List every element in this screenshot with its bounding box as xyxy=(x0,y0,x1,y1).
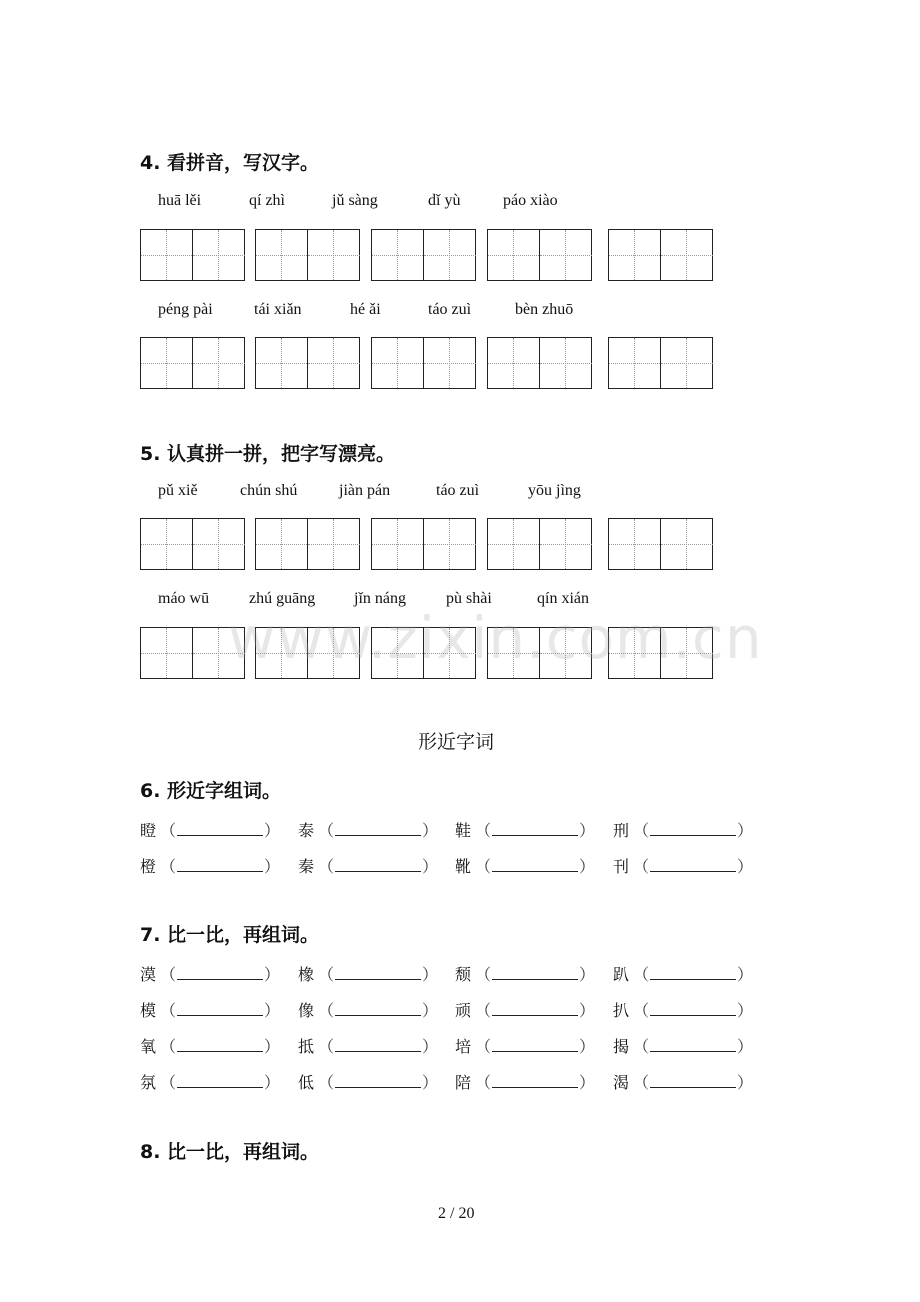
word-row xyxy=(140,1034,754,1058)
guide-line xyxy=(141,255,192,256)
open-paren: （ xyxy=(160,1037,177,1056)
character: 橙 xyxy=(140,857,157,876)
answer-blank[interactable] xyxy=(335,1001,421,1016)
guide-line xyxy=(141,544,192,545)
character: 靴 xyxy=(455,857,472,876)
close-paren: ） xyxy=(422,1001,439,1020)
close-paren: ） xyxy=(737,1001,754,1020)
watermark: www.zixin.com.cn xyxy=(228,604,763,672)
pinyin-label: chún shú xyxy=(240,482,298,499)
word-item xyxy=(140,1034,280,1057)
guide-line xyxy=(540,255,592,256)
open-paren: （ xyxy=(633,1073,650,1092)
guide-line xyxy=(661,363,713,364)
close-paren: ） xyxy=(737,821,754,840)
tianzige-cell[interactable] xyxy=(372,230,424,280)
answer-blank[interactable] xyxy=(177,1037,263,1052)
tianzige-box[interactable] xyxy=(255,337,360,389)
open-paren: （ xyxy=(160,1001,177,1020)
tianzige-box[interactable] xyxy=(255,518,360,570)
word-item xyxy=(140,998,280,1021)
tianzige-box[interactable] xyxy=(608,337,713,389)
tianzige-box[interactable] xyxy=(608,229,713,281)
character: 氧 xyxy=(140,1037,157,1056)
tianzige-box[interactable] xyxy=(487,518,592,570)
word-item xyxy=(298,1034,438,1057)
tianzige-box[interactable] xyxy=(140,337,245,389)
answer-blank[interactable] xyxy=(650,1073,736,1088)
answer-blank[interactable] xyxy=(492,821,578,836)
tianzige-cell[interactable] xyxy=(488,519,540,569)
tianzige-cell[interactable] xyxy=(609,230,661,280)
character: 趴 xyxy=(613,965,630,984)
tianzige-box[interactable] xyxy=(487,229,592,281)
pinyin-label: máo wū xyxy=(158,590,210,607)
word-row xyxy=(140,854,754,878)
page-number: 2 / 20 xyxy=(438,1205,475,1222)
guide-line xyxy=(424,363,476,364)
answer-blank[interactable] xyxy=(177,1073,263,1088)
close-paren: ） xyxy=(422,965,439,984)
character: 刊 xyxy=(613,857,630,876)
question-6-title: 6. 形近字组词。 xyxy=(140,780,282,802)
tianzige-cell[interactable] xyxy=(141,628,193,678)
word-item xyxy=(613,818,753,841)
word-item xyxy=(455,818,595,841)
character: 颓 xyxy=(455,965,472,984)
question-8-title: 8. 比一比，再组词。 xyxy=(140,1141,320,1163)
close-paren: ） xyxy=(264,857,281,876)
q4-writing-grid-row-2[interactable] xyxy=(140,337,720,391)
word-item xyxy=(613,998,753,1021)
tianzige-cell[interactable] xyxy=(256,519,308,569)
answer-blank[interactable] xyxy=(650,821,736,836)
character: 揭 xyxy=(613,1037,630,1056)
answer-blank[interactable] xyxy=(492,1001,578,1016)
close-paren: ） xyxy=(264,1001,281,1020)
answer-blank[interactable] xyxy=(492,1037,578,1052)
close-paren: ） xyxy=(737,857,754,876)
tianzige-cell[interactable] xyxy=(141,519,193,569)
guide-line xyxy=(488,544,539,545)
close-paren: ） xyxy=(422,857,439,876)
pinyin-label: qí zhì xyxy=(249,192,285,209)
answer-blank[interactable] xyxy=(335,965,421,980)
tianzige-cell[interactable] xyxy=(424,338,476,388)
answer-blank[interactable] xyxy=(335,1073,421,1088)
word-item xyxy=(298,854,438,877)
character: 刑 xyxy=(613,821,630,840)
pinyin-label: qín xián xyxy=(537,590,589,607)
guide-line xyxy=(609,255,660,256)
guide-line xyxy=(372,544,423,545)
close-paren: ） xyxy=(737,965,754,984)
pinyin-label: huā lěi xyxy=(158,192,202,209)
character: 模 xyxy=(140,1001,157,1020)
word-item xyxy=(140,818,280,841)
word-item xyxy=(455,1034,595,1057)
character: 扒 xyxy=(613,1001,630,1020)
pinyin-label: táo zuì xyxy=(428,301,472,318)
word-item xyxy=(455,998,595,1021)
open-paren: （ xyxy=(318,1037,335,1056)
close-paren: ） xyxy=(264,821,281,840)
tianzige-cell[interactable] xyxy=(141,230,193,280)
tianzige-box[interactable] xyxy=(608,518,713,570)
pinyin-label: jiàn pán xyxy=(339,482,391,499)
close-paren: ） xyxy=(579,821,596,840)
guide-line xyxy=(193,363,245,364)
pinyin-label: tái xiǎn xyxy=(254,301,302,318)
open-paren: （ xyxy=(633,1001,650,1020)
open-paren: （ xyxy=(475,821,492,840)
guide-line xyxy=(256,544,307,545)
tianzige-cell[interactable] xyxy=(256,338,308,388)
guide-line xyxy=(488,255,539,256)
answer-blank[interactable] xyxy=(492,1073,578,1088)
word-row xyxy=(140,998,754,1022)
guide-line xyxy=(424,255,476,256)
open-paren: （ xyxy=(160,821,177,840)
word-row xyxy=(140,962,754,986)
open-paren: （ xyxy=(475,1001,492,1020)
guide-line xyxy=(141,363,192,364)
tianzige-cell[interactable] xyxy=(609,519,661,569)
tianzige-cell[interactable] xyxy=(540,338,592,388)
tianzige-box[interactable] xyxy=(371,337,476,389)
tianzige-cell[interactable] xyxy=(141,338,193,388)
close-paren: ） xyxy=(579,965,596,984)
word-item xyxy=(455,854,595,877)
guide-line xyxy=(256,363,307,364)
answer-blank[interactable] xyxy=(650,1037,736,1052)
open-paren: （ xyxy=(475,965,492,984)
open-paren: （ xyxy=(633,821,650,840)
word-row xyxy=(140,818,754,842)
guide-line xyxy=(141,653,192,654)
open-paren: （ xyxy=(160,965,177,984)
pinyin-label: pù shài xyxy=(446,590,492,607)
word-item xyxy=(298,998,438,1021)
open-paren: （ xyxy=(475,1073,492,1092)
character: 像 xyxy=(298,1001,315,1020)
tianzige-cell[interactable] xyxy=(540,230,592,280)
word-item xyxy=(140,1070,280,1093)
tianzige-cell[interactable] xyxy=(488,338,540,388)
open-paren: （ xyxy=(475,1037,492,1056)
character: 渴 xyxy=(613,1073,630,1092)
tianzige-cell[interactable] xyxy=(424,230,476,280)
close-paren: ） xyxy=(422,821,439,840)
close-paren: ） xyxy=(579,1037,596,1056)
tianzige-cell[interactable] xyxy=(661,338,713,388)
guide-line xyxy=(661,255,713,256)
tianzige-cell[interactable] xyxy=(661,230,713,280)
character: 培 xyxy=(455,1037,472,1056)
guide-line xyxy=(308,255,360,256)
word-item xyxy=(613,854,753,877)
q5-writing-grid-row-1[interactable] xyxy=(140,518,720,572)
close-paren: ） xyxy=(579,1001,596,1020)
open-paren: （ xyxy=(318,857,335,876)
tianzige-cell[interactable] xyxy=(193,230,245,280)
open-paren: （ xyxy=(318,1001,335,1020)
pinyin-label: dǐ yù xyxy=(428,192,461,209)
answer-blank[interactable] xyxy=(177,821,263,836)
answer-blank[interactable] xyxy=(492,857,578,872)
answer-blank[interactable] xyxy=(492,965,578,980)
answer-blank[interactable] xyxy=(650,857,736,872)
q4-pinyin-row-2 xyxy=(0,301,920,323)
character: 鞋 xyxy=(455,821,472,840)
q4-writing-grid-row-1[interactable] xyxy=(140,229,720,283)
character: 抵 xyxy=(298,1037,315,1056)
open-paren: （ xyxy=(318,821,335,840)
answer-blank[interactable] xyxy=(177,965,263,980)
section-heading: 形近字词 xyxy=(418,731,495,753)
guide-line xyxy=(193,255,245,256)
open-paren: （ xyxy=(318,1073,335,1092)
close-paren: ） xyxy=(737,1073,754,1092)
answer-blank[interactable] xyxy=(335,1037,421,1052)
guide-line xyxy=(308,544,360,545)
close-paren: ） xyxy=(579,857,596,876)
character: 漠 xyxy=(140,965,157,984)
open-paren: （ xyxy=(633,857,650,876)
tianzige-cell[interactable] xyxy=(308,519,360,569)
open-paren: （ xyxy=(160,1073,177,1092)
question-5-title: 5. 认真拼一拼，把字写漂亮。 xyxy=(140,443,396,465)
tianzige-cell[interactable] xyxy=(193,519,245,569)
pinyin-label: hé ǎi xyxy=(350,301,381,318)
pinyin-label: bèn zhuō xyxy=(515,301,574,318)
answer-blank[interactable] xyxy=(177,857,263,872)
tianzige-cell[interactable] xyxy=(193,338,245,388)
guide-line xyxy=(609,363,660,364)
close-paren: ） xyxy=(264,965,281,984)
guide-line xyxy=(540,363,592,364)
open-paren: （ xyxy=(633,965,650,984)
tianzige-cell[interactable] xyxy=(540,519,592,569)
close-paren: ） xyxy=(579,1073,596,1092)
close-paren: ） xyxy=(264,1037,281,1056)
pinyin-label: pǔ xiě xyxy=(158,482,198,499)
tianzige-box[interactable] xyxy=(140,229,245,281)
open-paren: （ xyxy=(475,857,492,876)
pinyin-label: jǐn náng xyxy=(354,590,406,607)
guide-line xyxy=(488,363,539,364)
word-item xyxy=(140,962,280,985)
close-paren: ） xyxy=(737,1037,754,1056)
pinyin-label: yōu jìng xyxy=(528,482,581,499)
guide-line xyxy=(661,544,713,545)
guide-line xyxy=(372,363,423,364)
q5-pinyin-row-1 xyxy=(0,482,920,504)
tianzige-box[interactable] xyxy=(371,518,476,570)
tianzige-cell[interactable] xyxy=(256,230,308,280)
character: 泰 xyxy=(298,821,315,840)
answer-blank[interactable] xyxy=(650,965,736,980)
pinyin-label: zhú guāng xyxy=(249,590,316,607)
answer-blank[interactable] xyxy=(650,1001,736,1016)
tianzige-cell[interactable] xyxy=(488,230,540,280)
guide-line xyxy=(424,544,476,545)
tianzige-box[interactable] xyxy=(140,518,245,570)
guide-line xyxy=(372,255,423,256)
guide-line xyxy=(308,363,360,364)
question-4-title: 4. 看拼音，写汉字。 xyxy=(140,152,320,174)
character: 低 xyxy=(298,1073,315,1092)
word-row xyxy=(140,1070,754,1094)
character: 橡 xyxy=(298,965,315,984)
tianzige-box[interactable] xyxy=(255,229,360,281)
q4-pinyin-row-1 xyxy=(0,192,920,214)
answer-blank[interactable] xyxy=(335,857,421,872)
pinyin-label: páo xiào xyxy=(503,192,558,209)
word-item xyxy=(613,1034,753,1057)
tianzige-cell[interactable] xyxy=(308,230,360,280)
pinyin-label: jǔ sàng xyxy=(332,192,378,209)
answer-blank[interactable] xyxy=(177,1001,263,1016)
pinyin-label: táo zuì xyxy=(436,482,480,499)
close-paren: ） xyxy=(422,1073,439,1092)
character: 顽 xyxy=(455,1001,472,1020)
tianzige-cell[interactable] xyxy=(661,519,713,569)
word-item xyxy=(298,818,438,841)
tianzige-cell[interactable] xyxy=(372,338,424,388)
word-item xyxy=(140,854,280,877)
guide-line xyxy=(540,544,592,545)
character: 陪 xyxy=(455,1073,472,1092)
guide-line xyxy=(193,544,245,545)
answer-blank[interactable] xyxy=(335,821,421,836)
word-item xyxy=(298,962,438,985)
open-paren: （ xyxy=(633,1037,650,1056)
tianzige-cell[interactable] xyxy=(308,338,360,388)
character: 秦 xyxy=(298,857,315,876)
open-paren: （ xyxy=(318,965,335,984)
word-item xyxy=(298,1070,438,1093)
guide-line xyxy=(256,255,307,256)
close-paren: ） xyxy=(422,1037,439,1056)
tianzige-cell[interactable] xyxy=(372,519,424,569)
question-7-title: 7. 比一比，再组词。 xyxy=(140,924,320,946)
word-item xyxy=(455,962,595,985)
word-item xyxy=(613,1070,753,1093)
word-item xyxy=(613,962,753,985)
close-paren: ） xyxy=(264,1073,281,1092)
guide-line xyxy=(609,544,660,545)
character: 氛 xyxy=(140,1073,157,1092)
tianzige-cell[interactable] xyxy=(609,338,661,388)
open-paren: （ xyxy=(160,857,177,876)
tianzige-cell[interactable] xyxy=(424,519,476,569)
word-item xyxy=(455,1070,595,1093)
tianzige-box[interactable] xyxy=(487,337,592,389)
tianzige-box[interactable] xyxy=(371,229,476,281)
character: 瞪 xyxy=(140,821,157,840)
pinyin-label: péng pài xyxy=(158,301,213,318)
